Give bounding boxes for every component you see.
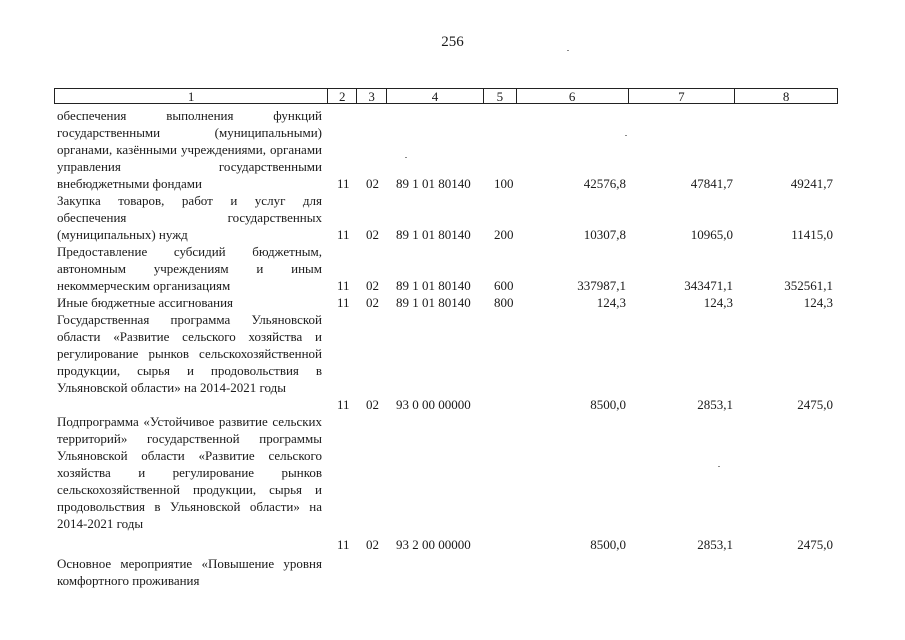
section-code: 11 [337,537,350,552]
expense-type-code: 100 [494,176,514,191]
amount-col-6: 10307,8 [583,227,626,242]
header-col-8: 8 [782,89,790,104]
section-code: 11 [337,397,350,412]
amount-col-6: 337987,1 [577,278,626,293]
target-article-code: 89 1 01 80140 [396,295,471,310]
amount-col-8: 11415,0 [791,227,833,242]
subsection-code: 02 [366,227,379,242]
row-name: Иные бюджетные ассигнования [57,295,234,310]
row-name: Закупка товаров, работ и услуг для обеспечения государственных (муниципальных) нужд [57,193,322,242]
target-article-code: 93 2 00 00000 [396,537,471,552]
row-name: обеспечения выполнения функций государственными (муниципальными) органами, казёнными учреждениями, органами управления государственными внебюджетными фондами [57,108,322,191]
scan-speck [405,157,407,158]
header-col-2: 2 [328,89,357,103]
expense-type-code: 200 [494,227,514,242]
header-col-1: 1 [55,89,328,103]
header-col-6: 6 [517,89,629,103]
target-article-code: 89 1 01 80140 [396,176,471,191]
header-col-3: 3 [357,89,387,103]
amount-col-8: 2475,0 [797,397,833,412]
subsection-code: 02 [366,295,379,310]
section-code: 11 [337,278,350,293]
header-col-7: 7 [629,89,736,103]
row-name: Подпрограмма «Устойчивое развитие сельских территорий» государственной программы Ульяновской области «Развитие сельского хозяйства и регулирование рынков сельскохозяйственной продукции, сырья и продовольствия в Ульяновской области» на 2014-2021 годы [57,414,322,531]
amount-col-7: 10965,0 [690,227,733,242]
target-article-code: 89 1 01 80140 [396,278,471,293]
subsection-code: 02 [366,397,379,412]
scan-speck [718,466,720,467]
amount-col-6: 8500,0 [590,397,626,412]
scan-speck [625,135,627,136]
subsection-code: 02 [366,278,379,293]
row-name: Основное мероприятие «Повышение уровня комфортного проживания [57,556,322,588]
amount-col-8: 49241,7 [790,176,833,191]
amount-col-6: 42576,8 [583,176,626,191]
section-code: 11 [337,227,350,242]
section-code: 11 [337,295,350,310]
table-header [54,88,838,104]
row-name: Государственная программа Ульяновской области «Развитие сельского хозяйства и регулирование рынков сельскохозяйственной продукции, сырья и продовольствия в Ульяновской области» на 2014-2021 годы [57,312,322,395]
amount-col-7: 2853,1 [697,397,733,412]
amount-col-6: 8500,0 [590,537,626,552]
row-name: Предоставление субсидий бюджетным, автономным учреждениям и иным некоммерческим организациям [57,244,322,293]
target-article-code: 89 1 01 80140 [396,227,471,242]
amount-col-8: 2475,0 [797,537,833,552]
header-col-5: 5 [484,89,517,103]
subsection-code: 02 [366,176,379,191]
header-col-4: 4 [387,89,484,103]
amount-col-7: 343471,1 [684,278,733,293]
subsection-code: 02 [366,537,379,552]
target-article-code: 93 0 00 00000 [396,397,471,412]
expense-type-code: 600 [494,278,514,293]
page-number: 256 [441,34,464,50]
amount-col-7: 124,3 [703,295,733,310]
amount-col-8: 352561,1 [784,278,833,293]
section-code: 11 [337,176,350,191]
amount-col-8: 124,3 [803,295,833,310]
expense-type-code: 800 [494,295,514,310]
amount-col-7: 47841,7 [690,176,733,191]
scan-speck [567,50,569,51]
amount-col-6: 124,3 [596,295,626,310]
amount-col-7: 2853,1 [697,537,733,552]
